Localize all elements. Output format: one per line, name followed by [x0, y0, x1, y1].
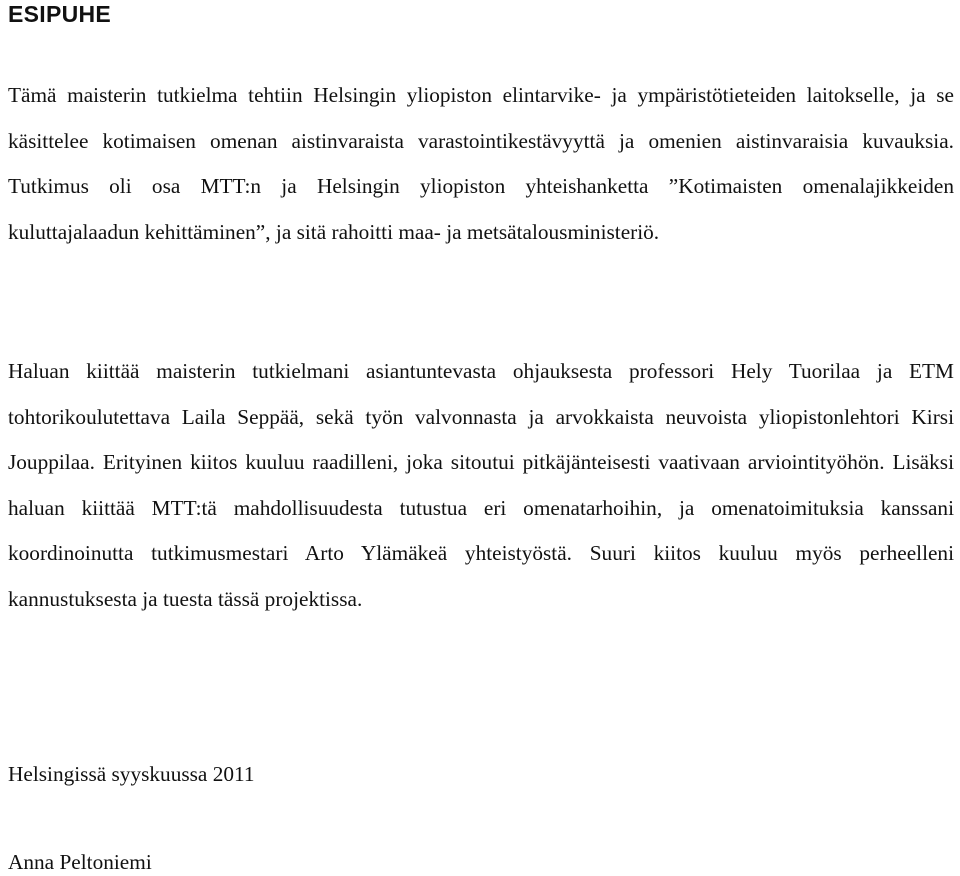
author-name: Anna Peltoniemi	[8, 850, 152, 874]
paragraph-intro: Tämä maisterin tutkielma tehtiin Helsingin yliopiston elintarvike- ja ympäristötieteiden laitokselle, ja se käsittelee kotimaisen omenan aistinvaraista varastointikestävyyttä ja omenien aistinvaraisia kuvauksia. Tutkimus oli osa MTT:n ja Helsingin yliopiston yhteishanketta ”Kotimaisten omenalajikkeiden kuluttajalaadun kehittäminen”, ja sitä rahoitti maa- ja metsätalousministeriö.	[8, 83, 954, 244]
paragraph-acknowledgements: Haluan kiittää maisterin tutkielmani asiantuntevasta ohjauksesta professori Hely Tuorilaa ja ETM tohtorikoulutettava Laila Seppää, sekä työn valvonnasta ja arvokkaista neuvoista yliopistonlehtori Kirsi Jouppilaa. Erityinen kiitos kuuluu raadilleni, joka sitoutui pitkäjänteisesti vaativaan arviointityöhön. Lisäksi haluan kiittää MTT:tä mahdollisuudesta tutustua eri omenatarhoihin, ja omenatoimituksia kanssani koordinoinutta tutkimusmestari Arto Ylämäkeä yhteistyöstä. Suuri kiitos kuuluu myös perheelleni kannustuksesta ja tuesta tässä projektissa.	[8, 359, 954, 611]
page-title: ESIPUHE	[8, 1, 112, 27]
place-and-date: Helsingissä syyskuussa 2011	[8, 762, 255, 786]
